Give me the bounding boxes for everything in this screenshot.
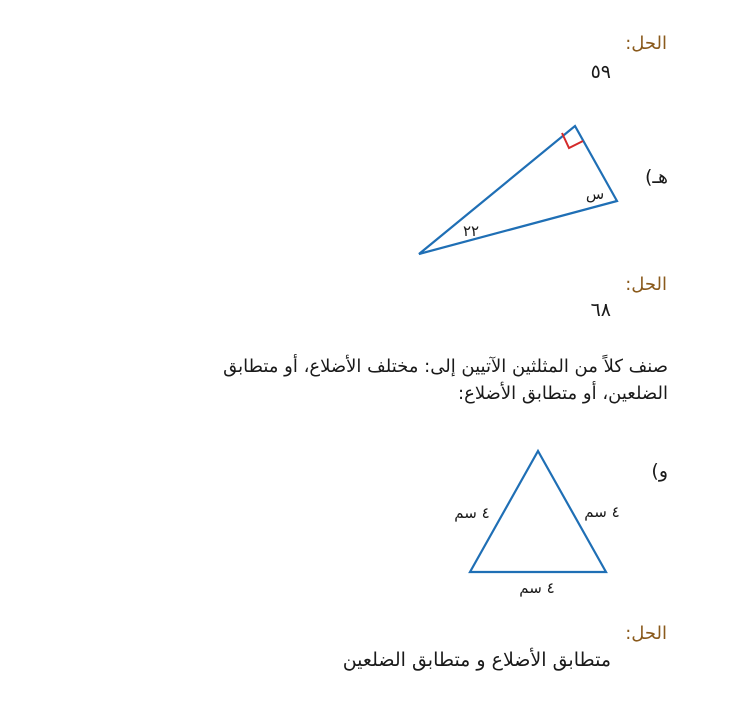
- instruction-text: [108, 353, 668, 407]
- instruction-line-1: صنف كلاً من المثلثين الآتيين إلى: مختلف الأضلاع، أو متطابق: [223, 356, 668, 377]
- angle-given-label: ٢٢: [462, 222, 480, 240]
- answer-w: متطابق الأضلاع و متطابق الضلعين: [342, 649, 611, 671]
- instruction-line-2: الضلعين، أو متطابق الأضلاع:: [458, 383, 668, 404]
- side-left-label: ٤ سم: [454, 504, 490, 522]
- solution-label-h: الحل:: [625, 274, 667, 295]
- answer-1: ٥٩: [590, 61, 611, 83]
- side-right-label: ٤ سم: [584, 503, 620, 521]
- answer-h: ٦٨: [590, 299, 611, 321]
- angle-x-label: س: [585, 185, 605, 203]
- side-bottom-label: ٤ سم: [519, 579, 555, 597]
- question-label-w: و): [651, 460, 668, 482]
- solution-label-1: الحل:: [625, 33, 667, 54]
- question-label-h: هـ): [645, 166, 668, 188]
- solution-label-w: الحل:: [625, 623, 667, 644]
